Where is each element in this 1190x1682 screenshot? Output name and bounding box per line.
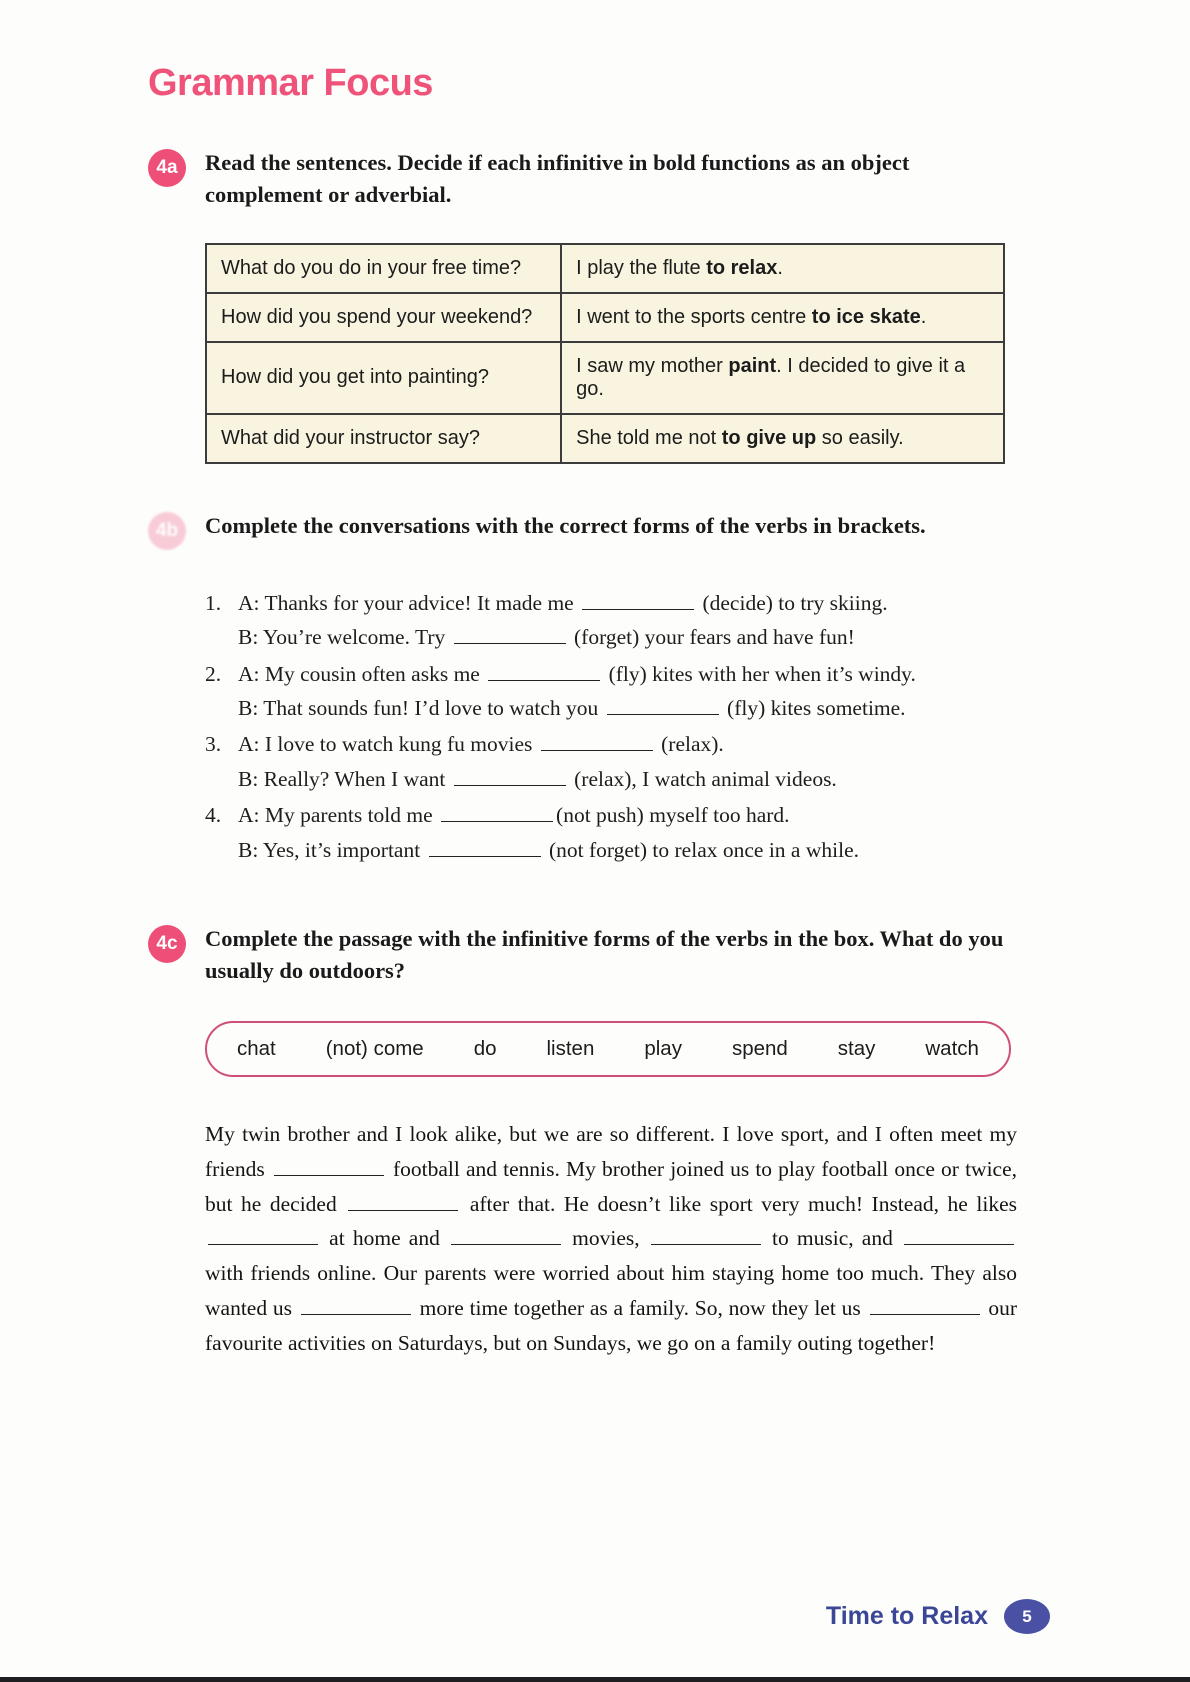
- conversation-line: A: I love to watch kung fu movies (relax).: [238, 732, 724, 757]
- conversation-line: A: My cousin often asks me (fly) kites with her when it’s windy.: [238, 661, 916, 686]
- badge-4b: 4b: [148, 512, 186, 550]
- conversation-line: B: That sounds fun! I’d love to watch you (fly) kites sometime.: [238, 696, 906, 721]
- blank-line: [454, 626, 566, 644]
- instruction-4b: Complete the conversations with the correct forms of the verbs in brackets.: [205, 512, 926, 538]
- word-box-item: spend: [731, 1036, 788, 1060]
- table-cell-question: How did you get into painting?: [206, 342, 561, 414]
- badge-4a: 4a: [148, 149, 186, 187]
- blank-line: [208, 1227, 318, 1245]
- conversation-line: B: You’re welcome. Try (forget) your fears and have fun!: [238, 625, 855, 650]
- conversation-item: [205, 727, 1045, 796]
- section-4a: [148, 147, 1040, 211]
- blank-line: [301, 1297, 411, 1315]
- blank-line: [451, 1227, 561, 1245]
- scan-edge: [0, 1677, 1190, 1682]
- conversation-number: 1.: [205, 590, 222, 615]
- instruction-4c: Complete the passage with the infinitive forms of the verbs in the box. What do you usually do outdoors?: [205, 926, 1004, 983]
- passage-text: My twin brother and I look alike, but we are so different. I love sport, and I often meet my friends football and tennis. My brother joined us to play football once or twice, but he decided after that. He doesn’t like sport very much! Instead, he likes at home and movies, to music, and with friends online. Our parents were worried about him staying home too much. They also wanted us more time together as a family. So, now they let us our favourite activities on Saturdays, but on Sundays, we go on a family outing together!: [205, 1121, 1018, 1355]
- blank-line: [441, 804, 553, 822]
- unit-title: Time to Relax: [825, 1602, 988, 1630]
- conversation-line: A: Thanks for your advice! It made me (decide) to try skiing.: [238, 590, 888, 615]
- blank-line: [582, 592, 694, 610]
- section-4c: [148, 923, 1040, 987]
- table-cell-question: How did you spend your weekend?: [206, 293, 561, 342]
- page-number-badge: 5: [1004, 1599, 1050, 1634]
- section-4b: [148, 510, 1040, 550]
- conversation-line: A: My parents told me (not push) myself too hard.: [238, 803, 790, 828]
- word-box-item: play: [644, 1036, 682, 1060]
- table-row: [206, 414, 1004, 463]
- word-box-item: stay: [837, 1036, 876, 1060]
- blank-line: [607, 697, 719, 715]
- page-title: Grammar Focus: [148, 62, 433, 104]
- table-cell-question: What did your instructor say?: [206, 414, 561, 463]
- table-cell-answer: I play the flute to relax.: [561, 244, 1004, 293]
- blank-line: [488, 662, 600, 680]
- word-box-item: (not) come: [325, 1036, 424, 1060]
- table-cell-answer: I saw my mother paint. I decided to give it a go.: [561, 342, 1004, 414]
- word-box-item: watch: [925, 1036, 979, 1060]
- conversation-number: 2.: [205, 661, 222, 686]
- blank-line: [454, 768, 566, 786]
- blank-line: [348, 1192, 458, 1210]
- word-box-item: chat: [237, 1036, 276, 1060]
- conversation-item: [205, 657, 1045, 726]
- instruction-4a: Read the sentences. Decide if each infinitive in bold functions as an object complement or adverbial.: [205, 150, 910, 207]
- page-footer: [826, 1599, 1050, 1634]
- blank-line: [651, 1227, 761, 1245]
- word-box-item: listen: [546, 1036, 595, 1060]
- conversation-item: [205, 586, 1045, 655]
- conversation-line: B: Really? When I want (relax), I watch animal videos.: [238, 766, 837, 791]
- conversation-number: 4.: [205, 803, 222, 828]
- table-row: [206, 342, 1004, 414]
- grammar-table-body: [206, 244, 1004, 463]
- conversation-list: [205, 586, 1045, 867]
- badge-4c: 4c: [148, 925, 186, 963]
- blank-line: [429, 838, 541, 856]
- table-cell-answer: I went to the sports centre to ice skate.: [561, 293, 1004, 342]
- blank-line: [870, 1297, 980, 1315]
- blank-line: [904, 1227, 1014, 1245]
- conversation-item: [205, 798, 1045, 867]
- blank-line: [274, 1157, 384, 1175]
- blank-line: [541, 733, 653, 751]
- word-box-item: do: [473, 1036, 497, 1060]
- grammar-table: [205, 243, 1005, 464]
- table-cell-question: What do you do in your free time?: [206, 244, 561, 293]
- word-box: [205, 1021, 1011, 1077]
- table-row: [206, 244, 1004, 293]
- table-row: [206, 293, 1004, 342]
- conversation-number: 3.: [205, 732, 222, 757]
- conversation-line: B: Yes, it’s important (not forget) to relax once in a while.: [238, 837, 859, 862]
- table-cell-answer: She told me not to give up so easily.: [561, 414, 1004, 463]
